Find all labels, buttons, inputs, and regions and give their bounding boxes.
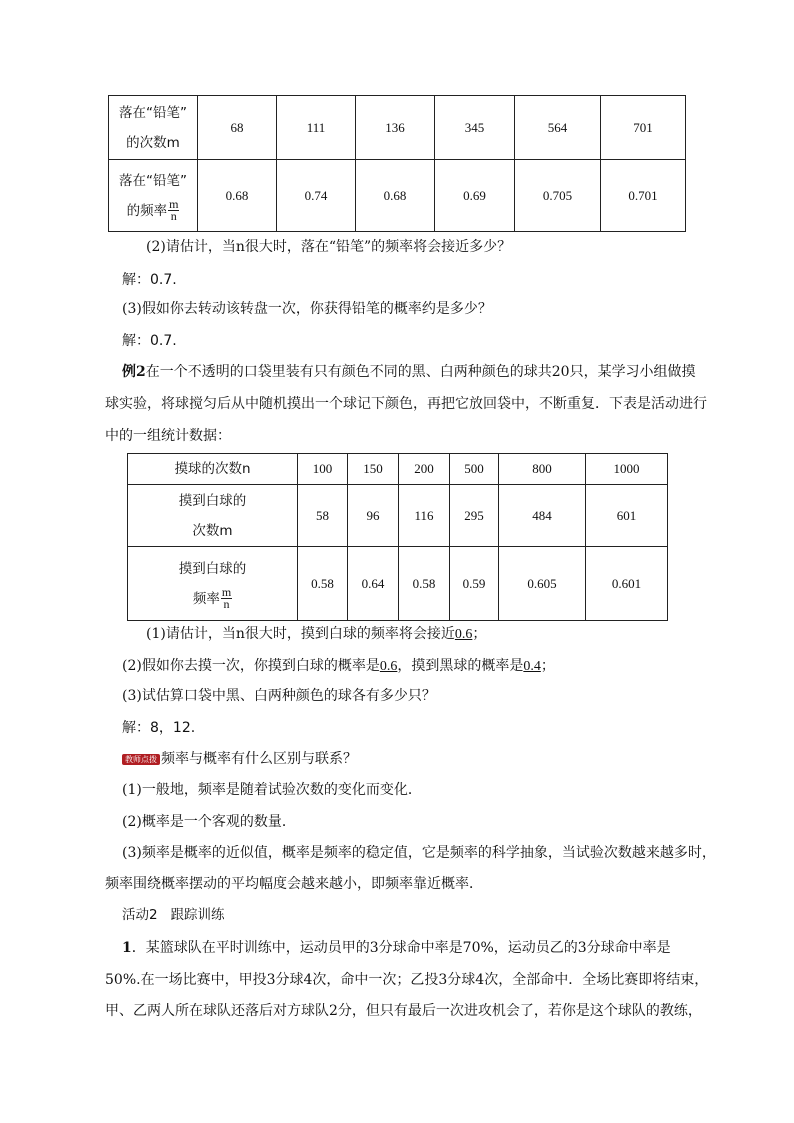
table-cell: 500: [450, 454, 499, 485]
row-label: 摸到白球的 频率 $\frac{m}{n}$: [128, 547, 298, 621]
table-cell: 0.705: [515, 160, 601, 232]
example-answer-3: 解：8，12.: [122, 720, 196, 736]
table-cell: 0.74: [277, 160, 356, 232]
table-cell: 0.64: [348, 547, 399, 621]
table-cell: 484: [499, 485, 586, 547]
table-cell: 701: [601, 96, 686, 160]
tip-point-3-line-2: 频率围绕概率摆动的平均幅度会越来越小，即频率靠近概率．: [105, 876, 483, 892]
table-cell: 1000: [586, 454, 668, 485]
table-header-row: [128, 454, 668, 485]
example-2-line-3: 中的一组统计数据：: [105, 428, 231, 444]
table-cell: 96: [348, 485, 399, 547]
table-cell: 111: [277, 96, 356, 160]
row-label: 摸到白球的 次数m: [128, 485, 298, 547]
table-cell: 136: [356, 96, 435, 160]
table-cell: 0.58: [399, 547, 450, 621]
ball-drawing-table: [127, 453, 668, 621]
tip-point-1: (1)一般地，频率是随着试验次数的变化而变化．: [122, 782, 422, 798]
activity-heading: 活动2 跟踪训练: [122, 907, 225, 923]
table-cell: 68: [198, 96, 277, 160]
table-cell: 0.59: [450, 547, 499, 621]
teacher-tip: 教师点拨 频率与概率有什么区别与联系？: [122, 749, 357, 769]
example-question-3: (3)试估算口袋中黑、白两种颜色的球各有多少只？: [122, 688, 436, 704]
table-cell: 58: [298, 485, 348, 547]
table-cell: 200: [399, 454, 450, 485]
answer-blank: 0.6: [454, 627, 473, 642]
example-question-1: (1)请估计，当n很大时，摸到白球的频率将会接近0.6；: [146, 626, 487, 642]
answer-3: 解：0.7.: [122, 333, 177, 349]
row-label: 落在“铅笔” 的频率 $\frac{m}{n}$: [109, 160, 198, 232]
answer-blank: 0.4: [523, 659, 541, 674]
table-cell: 0.68: [198, 160, 277, 232]
table-cell: 0.605: [499, 547, 586, 621]
tip-point-2: (2)概率是一个客观的数量．: [122, 814, 296, 830]
question-3: (3)假如你去转动该转盘一次，你获得铅笔的概率约是多少？: [122, 301, 492, 317]
table-cell: 601: [586, 485, 668, 547]
example-2-line-2: 球实验，将球搅匀后从中随机摸出一个球记下颜色，再把它放回袋中，不断重复．下表是活动进行: [105, 396, 707, 412]
table-cell: 150: [348, 454, 399, 485]
table-cell: 0.58: [298, 547, 348, 621]
tip-point-3-line-1: (3)频率是概率的近似值，概率是频率的稳定值，它是频率的科学抽象，当试验次数越来越多时，: [122, 845, 716, 861]
table-cell: 0.68: [356, 160, 435, 232]
pencil-frequency-table: [108, 95, 686, 232]
question-2: (2)请估计，当n很大时，落在“铅笔”的频率将会接近多少？: [146, 239, 512, 255]
example-2-line-1: 例2在一个不透明的口袋里装有只有颜色不同的黑、白两种颜色的球共20只，某学习小组做摸: [122, 364, 696, 380]
answer-blank: 0.6: [379, 659, 398, 674]
teacher-tip-badge: 教师点拨: [122, 754, 160, 765]
table-cell: 116: [399, 485, 450, 547]
table-row: [128, 547, 668, 621]
fraction-m-over-n: $\frac{m}{n}$: [221, 585, 232, 611]
fraction-m-over-n: $\frac{m}{n}$: [169, 197, 179, 223]
answer-2: 解：0.7.: [122, 272, 177, 288]
example-question-2: (2)假如你去摸一次，你摸到白球的概率是0.6，摸到黑球的概率是0.4；: [122, 658, 555, 674]
problem-1-line-2: 50%.在一场比赛中，甲投3分球4次，命中一次；乙投3分球4次，全部命中．全场比赛即将结束，: [105, 972, 709, 988]
row-label: 摸球的次数n: [128, 454, 298, 485]
table-cell: 100: [298, 454, 348, 485]
table-cell: 345: [435, 96, 515, 160]
table-cell: 0.601: [586, 547, 668, 621]
table-row: [128, 485, 668, 547]
problem-1-line-1: 1．某篮球队在平时训练中，运动员甲的3分球命中率是70%，运动员乙的3分球命中率是: [122, 940, 671, 956]
table-cell: 564: [515, 96, 601, 160]
table-cell: 800: [499, 454, 586, 485]
table-row: [109, 160, 686, 232]
table-cell: 295: [450, 485, 499, 547]
problem-1-line-3: 甲、乙两人所在球队还落后对方球队2分，但只有最后一次进攻机会了，若你是这个球队的教练，: [105, 1003, 702, 1019]
row-label: 落在“铅笔” 的次数m: [109, 96, 198, 160]
example-label: 例2: [122, 364, 146, 380]
table-cell: 0.701: [601, 160, 686, 232]
table-row: [109, 96, 686, 160]
table-cell: 0.69: [435, 160, 515, 232]
